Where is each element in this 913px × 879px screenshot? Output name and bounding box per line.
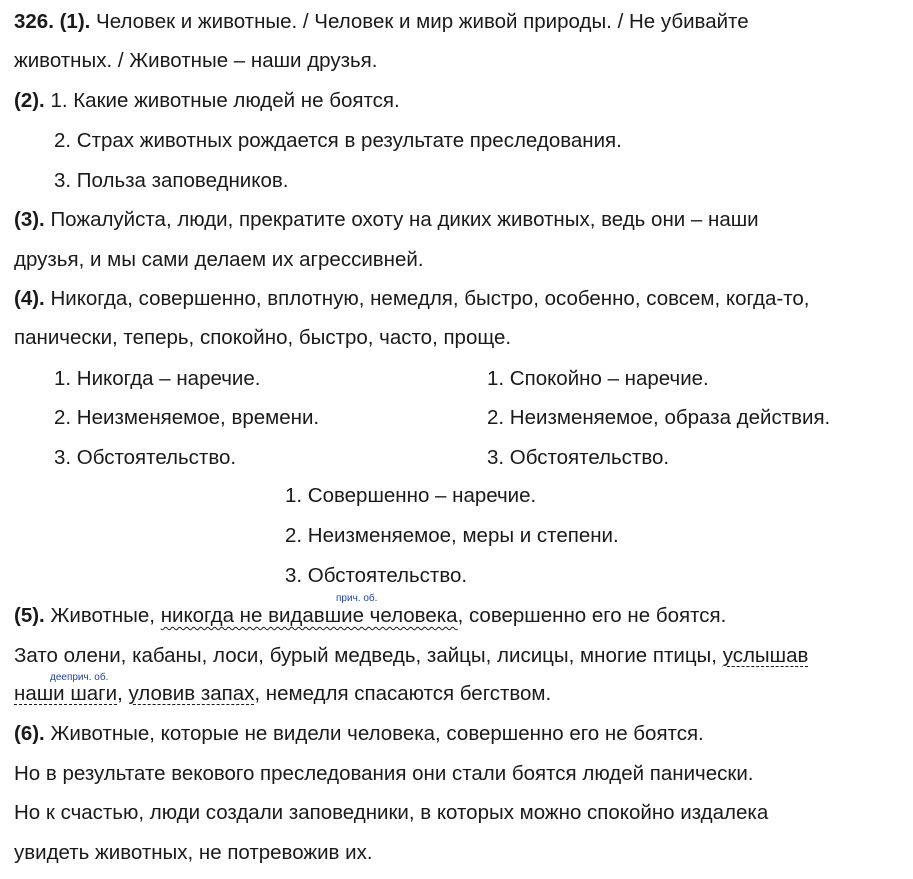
section-5-line-3: наши шаги, уловив запах, немедля спасаются бегством. bbox=[14, 682, 552, 705]
analysis-left-3: 3. Обстоятельство. bbox=[54, 446, 237, 469]
section-4-number: (4). bbox=[14, 287, 45, 310]
analysis-right-2: 2. Неизменяемое, образа действия. bbox=[487, 406, 831, 429]
section-3-line-2: друзья, и мы сами делаем их агрессивней. bbox=[14, 248, 424, 271]
section-6-line-1: (6). Животные, которые не видели человека, совершенно его не боятся. bbox=[14, 722, 704, 745]
analysis-center-2: 2. Неизменяемое, меры и степени. bbox=[285, 524, 619, 547]
section-3-line-1: (3). Пожалуйста, люди, прекратите охоту на диких животных, ведь они – наши bbox=[14, 208, 759, 231]
participial-phrase: никогда не видавшие человека bbox=[160, 604, 458, 627]
section-6-line-3: Но к счастью, люди создали заповедники, в которых можно спокойно издалека bbox=[14, 801, 769, 824]
analysis-left-1: 1. Никогда – наречие. bbox=[54, 367, 261, 390]
section-2-item-2: 2. Страх животных рождается в результате преследования. bbox=[54, 129, 622, 152]
section-4-line-1: (4). Никогда, совершенно, вплотную, немедля, быстро, особенно, совсем, когда-то, bbox=[14, 287, 810, 310]
analysis-right-3: 3. Обстоятельство. bbox=[487, 446, 670, 469]
gerund-note: дееприч. об. bbox=[50, 672, 109, 683]
gerund-usyshav: услышав bbox=[722, 644, 809, 667]
analysis-center-3: 3. Обстоятельство. bbox=[285, 564, 468, 587]
section-1-number: (1). bbox=[59, 10, 91, 33]
task-number: 326. bbox=[14, 10, 54, 33]
section-1-line-1: 326. (1). Человек и животные. / Человек и мир живой природы. / Не убивайте bbox=[14, 10, 749, 33]
section-6-number: (6). bbox=[14, 722, 45, 745]
section-6-line-4: увидеть животных, не потревожив их. bbox=[14, 841, 373, 864]
analysis-center-1: 1. Совершенно – наречие. bbox=[285, 484, 537, 507]
section-3-number: (3). bbox=[14, 208, 45, 231]
section-5-line-2: Зато олени, кабаны, лоси, бурый медведь, зайцы, лисицы, многие птицы, услышав bbox=[14, 644, 809, 667]
section-2-number: (2). bbox=[14, 89, 45, 112]
section-2-item-1: (2). 1. Какие животные людей не боятся. bbox=[14, 89, 400, 112]
gerund-phrase-ulovil: уловив запах bbox=[128, 682, 255, 705]
section-5-number: (5). bbox=[14, 604, 45, 627]
participle-note: прич. об. bbox=[336, 593, 378, 604]
section-5-line-1: (5). Животные, никогда не видавшие человека, совершенно его не боятся. bbox=[14, 604, 727, 627]
phrase-nashi-shagi: наши шаги bbox=[14, 682, 118, 705]
section-6-line-2: Но в результате векового преследования они стали боятся людей панически. bbox=[14, 762, 754, 785]
analysis-right-1: 1. Спокойно – наречие. bbox=[487, 367, 709, 390]
section-4-line-2: панически, теперь, спокойно, быстро, часто, проще. bbox=[14, 326, 512, 349]
analysis-left-2: 2. Неизменяемое, времени. bbox=[54, 406, 320, 429]
section-1-line-2: животных. / Животные – наши друзья. bbox=[14, 49, 378, 72]
section-2-item-3: 3. Польза заповедников. bbox=[54, 169, 289, 192]
